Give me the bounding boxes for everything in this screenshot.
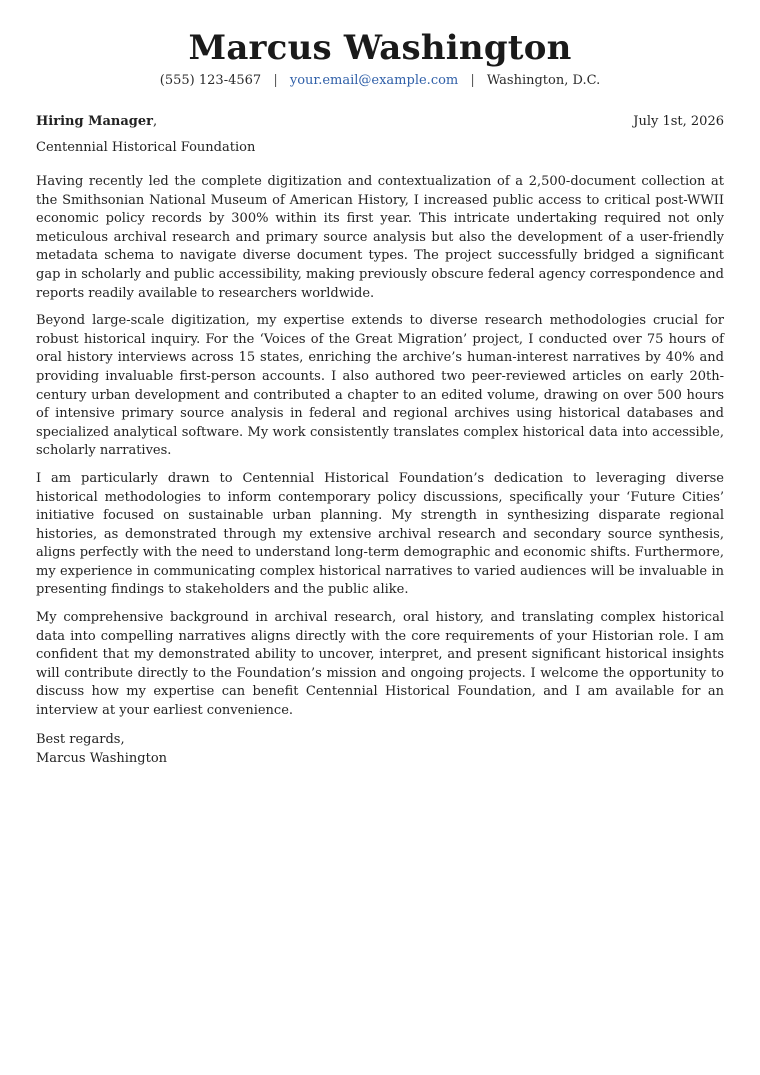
- letter-date: July 1st, 2026: [633, 114, 724, 129]
- recipient-organization: Centennial Historical Foundation: [36, 140, 256, 155]
- contact-separator: |: [470, 73, 475, 88]
- letter-body: [36, 173, 724, 721]
- body-paragraph: Beyond large-scale digitization, my expertise extends to diverse research methodologies crucial for robust historical inquiry. For the ‘Voices of the Great Migration’ project, I conducted over 75 hours of oral history interviews across 15 states, enriching the archive’s human-interest narratives by 40% and providing invaluable first-person accounts. I also authored two peer-reviewed articles on early 20th-century urban development and contributed a chapter to an edited volume, drawing on over 500 hours of intensive primary source analysis in federal and regional archives using historical databases and specialized analytical software. My work consistently translates complex historical data into accessible, scholarly narratives.: [36, 313, 724, 459]
- body-paragraph: Having recently led the complete digitization and contextualization of a 2,500-document collection at the Smithsonian National Museum of American History, I increased public access to critical post-WWII economic policy records by 300% within its first year. This intricate undertaking required not only meticulous archival research and primary source analysis but also the development of a user-friendly metadata schema to navigate diverse document types. The project successfully bridged a significant gap in scholarly and public accessibility, making previously obscure federal agency correspondence and reports readily available to researchers worldwide.: [36, 174, 724, 301]
- body-paragraph: I am particularly drawn to Centennial Historical Foundation’s dedication to leveraging diverse historical methodologies to inform contemporary policy discussions, specifically your ‘Future Cities’ initiative focused on sustainable urban planning. My strength in synthesizing disparate regional histories, as demonstrated through my extensive archival research and secondary source synthesis, aligns perfectly with the need to understand long-term demographic and economic shifts. Furthermore, my experience in communicating complex historical narratives to varied audiences will be invaluable in presenting findings to stakeholders and the public alike.: [36, 470, 724, 598]
- applicant-name: Marcus Washington: [188, 28, 572, 68]
- greeting-punctuation: ,: [152, 114, 158, 129]
- contact-separator: |: [273, 73, 278, 88]
- recipient-name: Hiring Manager: [36, 114, 153, 129]
- recipient-row: [36, 113, 724, 131]
- phone-number: (555) 123-4567: [159, 73, 262, 88]
- signature-name: Marcus Washington: [36, 750, 168, 766]
- closing-block: [36, 730, 724, 768]
- contact-line: [36, 72, 724, 90]
- location: Washington, D.C.: [486, 73, 601, 88]
- greeting: [36, 113, 157, 131]
- body-paragraph: My comprehensive background in archival research, oral history, and translating complex historical data into compelling narratives aligns directly with the core requirements of your Historian role. I am confident that my demonstrated ability to uncover, interpret, and present significant historical insights will contribute directly to the Foundation’s mission and ongoing projects. I welcome the opportunity to discuss how my expertise can benefit Centennial Historical Foundation, and I am available for an interview at your earliest convenience.: [36, 610, 724, 719]
- email-link[interactable]: your.email@example.com: [289, 73, 459, 88]
- closing-salutation: Best regards,: [36, 731, 125, 747]
